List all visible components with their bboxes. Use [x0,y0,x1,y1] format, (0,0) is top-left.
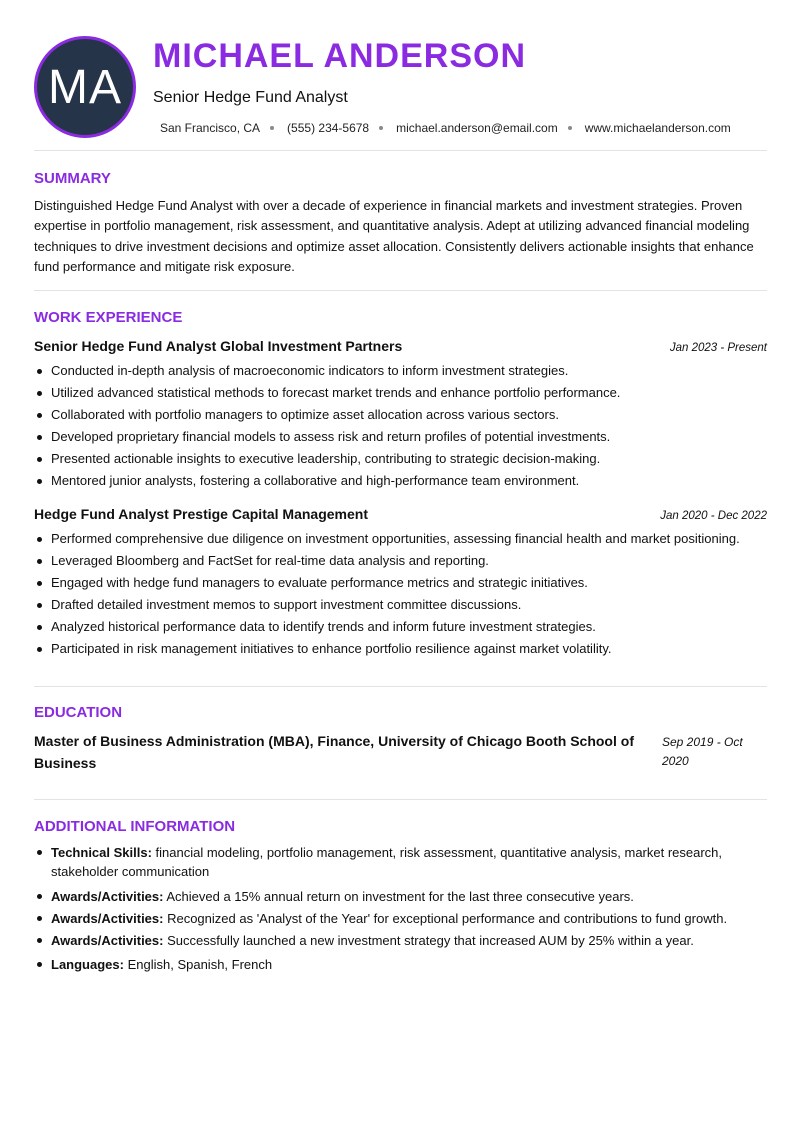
job-title: Senior Hedge Fund Analyst Global Investment Partners [34,338,403,354]
separator-dot [379,126,383,130]
summary-heading: SUMMARY [34,170,111,187]
job-header [34,506,767,522]
item-label: Technical Skills: [51,845,152,860]
education-heading: EDUCATION [34,704,123,721]
degree: Master of Business Administration (MBA), Finance, University of Chicago Booth School of Business [34,733,634,771]
additional-heading: ADDITIONAL INFORMATION [34,818,236,835]
list-item: Mentored junior analysts, fostering a collaborative and high-performance team environment. [34,470,774,492]
list-item [34,955,769,974]
list-item: Performed comprehensive due diligence on investment opportunities, assessing financial health and market positioning. [34,528,774,550]
job-title: Hedge Fund Analyst Prestige Capital Management [34,506,368,522]
experience-heading: WORK EXPERIENCE [34,309,183,326]
list-item: Developed proprietary financial models to assess risk and return profiles of potential investments. [34,426,774,448]
list-item: Engaged with hedge fund managers to evaluate performance metrics and strategic initiatives. [34,572,774,594]
separator-dot [270,126,274,130]
contact-phone: (555) 234-5678 [287,121,370,135]
avatar-initials: MA [48,60,122,114]
contact-location: San Francisco, CA [160,121,261,135]
item-text: English, Spanish, French [123,957,273,972]
candidate-name: MICHAEL ANDERSON [153,37,527,75]
job-date: Jan 2020 - Dec 2022 [660,510,767,522]
divider [34,150,767,151]
item-text: Successfully launched a new investment strategy that increased AUM by 25% within a year. [163,933,694,948]
candidate-title: Senior Hedge Fund Analyst [153,89,348,106]
item-text: Recognized as 'Analyst of the Year' for exceptional performance and contributions to fund growth. [163,911,728,926]
avatar [34,36,136,138]
education-entry [34,730,767,774]
divider [34,290,767,291]
list-item [34,931,769,950]
item-label: Languages: [51,957,124,972]
item-label: Awards/Activities: [51,911,164,926]
list-item [34,887,769,906]
list-item: Collaborated with portfolio managers to optimize asset allocation across various sectors. [34,404,774,426]
contact-email[interactable]: michael.anderson@email.com [396,121,558,135]
list-item: Leveraged Bloomberg and FactSet for real-time data analysis and reporting. [34,550,774,572]
item-label: Awards/Activities: [51,933,164,948]
list-item: Participated in risk management initiatives to enhance portfolio resilience against market volatility. [34,638,774,660]
contact-website[interactable]: www.michaelanderson.com [584,121,731,135]
summary-text: Distinguished Hedge Fund Analyst with over a decade of experience in financial markets and investment strategies. Proven expertise in portfolio management, risk assessment, and quantitative analysis. Adept at utilizing advanced financial modeling techniques to drive investment decisions and optimize asset allocation. Consistently delivers actionable insights that enhance fund performance and mitigate risk exposure. [34,198,754,274]
job-header [34,338,767,354]
additional-list [34,843,769,977]
list-item: Conducted in-depth analysis of macroeconomic indicators to inform investment strategies. [34,360,774,382]
separator-dot [568,126,572,130]
education-date: Sep 2019 - Oct 2020 [662,735,743,768]
divider [34,799,767,800]
list-item: Presented actionable insights to executive leadership, contributing to strategic decision-making. [34,448,774,470]
item-text: financial modeling, portfolio management, risk assessment, quantitative analysis, market research, stakeholder communication [51,845,723,879]
list-item [34,909,769,928]
job-date: Jan 2023 - Present [669,342,767,354]
divider [34,686,767,687]
list-item: Utilized advanced statistical methods to forecast market trends and enhance portfolio performance. [34,382,774,404]
list-item: Analyzed historical performance data to identify trends and inform future investment strategies. [34,616,774,638]
job-bullets [34,360,774,492]
item-label: Awards/Activities: [51,889,164,904]
contact-line [160,121,731,135]
job-bullets [34,528,774,660]
list-item: Drafted detailed investment memos to support investment committee discussions. [34,594,774,616]
item-text: Achieved a 15% annual return on investment for the last three consecutive years. [163,889,634,904]
list-item [34,843,769,881]
